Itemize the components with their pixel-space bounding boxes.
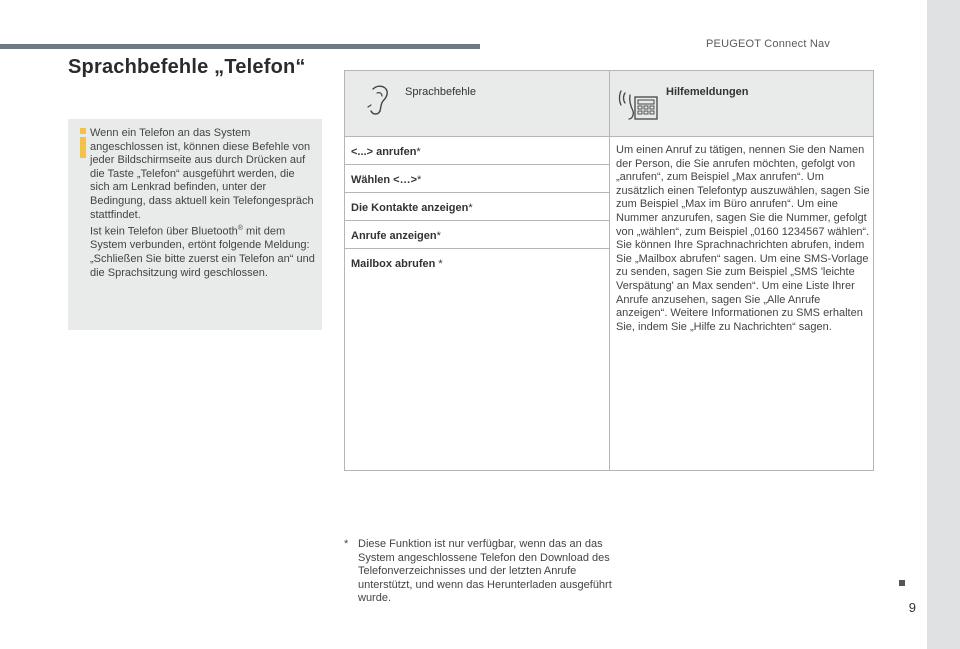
info-paragraph-1: Wenn ein Telefon an das System angeschlossen ist, können diese Befehle von jeder Bildschirmseite aus durch Drücken auf die Taste „Telefon“ ausgeführt werden, die sich am Lenkrad befinden, unter der Bedingung, dass aktuell kein Telefongespräch stattfindet.: [90, 127, 314, 221]
footnote: [344, 538, 614, 606]
command-row: Mailbox abrufen *: [351, 258, 443, 270]
table-header-commands: [345, 71, 610, 137]
help-message-icon: [618, 83, 660, 123]
voice-command-table: [344, 70, 874, 471]
info-text: [90, 127, 316, 280]
table-header-help: [610, 71, 873, 137]
column-divider: [609, 137, 610, 470]
info-icon: [80, 128, 86, 158]
help-header-label: Hilfemeldungen: [666, 86, 749, 98]
brand-header: PEUGEOT Connect Nav: [706, 38, 831, 50]
help-message-text: Um einen Anruf zu tätigen, nennen Sie den Namen der Person, die Sie anrufen möchten, gefolgt von „anrufen“, zum Beispiel „Max anrufen“. Um zusätzlich einen Telefontyp auszuwählen, sagen Sie zum Beispiel „Max im Büro anrufen“. Um eine Nummer anzurufen, sagen Sie die Nummer, gefolgt von „wählen“, zum Beispiel „0160 1234567 wählen“. Sie können Ihre Sprachnachrichten abrufen, indem Sie „Mailbox abrufen“ sagen. Um eine SMS-Vorlage zu senden, sagen Sie zum Beispiel „SMS 'leichte Verspätung' an Max senden“. Um eine Liste Ihrer Anrufe anzusehen, sagen Sie „Alle Anrufe anzeigen“. Weitere Informationen zu SMS erhalten Sie, indem Sie „Hilfe zu Nachrichten“ sagen.: [616, 144, 870, 333]
commands-header-label: Sprachbefehle: [405, 86, 476, 98]
command-row: Wählen <…>*: [345, 165, 609, 193]
voice-command-icon: [365, 83, 395, 117]
info-paragraph-2: Ist kein Telefon über Bluetooth® mit dem System verbunden, ertönt folgende Meldung: „Schließen Sie bitte zuerst ein Telefon an“ und die Sprachsitzung wird geschlossen.: [90, 225, 315, 279]
page-title: Sprachbefehle „Telefon“: [68, 56, 306, 78]
top-rule: [0, 44, 480, 49]
command-row: Anrufe anzeigen*: [345, 221, 609, 249]
page-marker: [899, 580, 905, 586]
command-row: Die Kontakte anzeigen*: [345, 193, 609, 221]
footnote-text: Diese Funktion ist nur verfügbar, wenn das an das System angeschlossene Telefon den Download des Telefonverzeichnisses und der letzten Anrufe unterstützt, und wenn das Herunterladen ausgeführt wurde.: [358, 538, 612, 605]
page-edge-tab: [927, 0, 960, 649]
page-number: 9: [908, 600, 916, 615]
footnote-mark: *: [344, 538, 349, 550]
command-row: <...> anrufen*: [345, 137, 609, 165]
info-box: [68, 119, 322, 330]
